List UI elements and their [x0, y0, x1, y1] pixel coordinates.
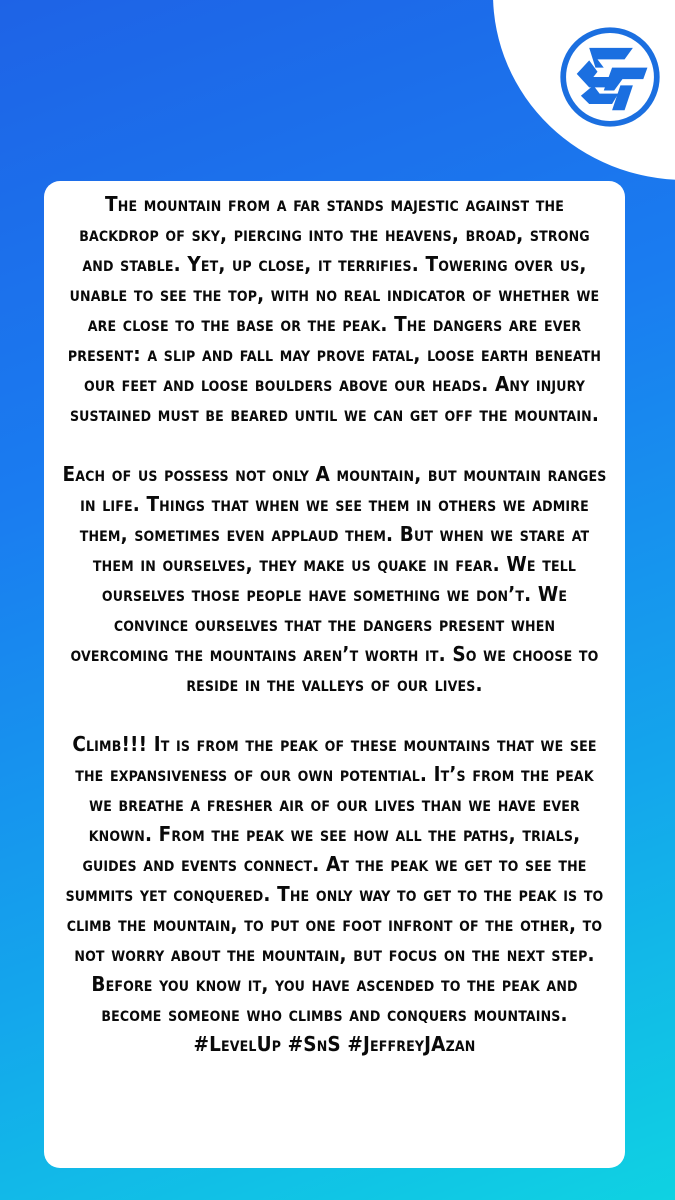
- paragraph-spacer: [62, 429, 607, 459]
- paragraph-climb: Climb!!! It is from the peak of these mountains that we see the expansiveness of our own potential. It’s from the peak we breathe a fresher air of our lives than we have ever known. From the peak we see how all the paths, trials, guides and events connect. At the peak we get to see the summits yet conquered. The only way to get to the peak is to climb the mountain, to put one foot infront of the other, to not worry about the mountain, but focus on the next step. Before you know it, you have ascended to the peak and become someone who climbs and conquers mountains.: [65, 732, 604, 1026]
- post-card: [44, 181, 625, 1168]
- paragraph-spacer: [62, 699, 607, 729]
- sns-logo-icon: [558, 25, 662, 129]
- paragraph-ranges: Each of us possess not only A mountain, but mountain ranges in life. Things that when we see them in others we admire them, sometimes even applaud them. But when we stare at them in ourselves, they make us quake in fear. We tell ourselves those people have something we don’t. We convince ourselves that the dangers present when overcoming the mountains aren’t worth it. So we choose to reside in the valleys of our lives.: [62, 462, 607, 696]
- paragraph-mountain: The mountain from a far stands majestic against the backdrop of sky, piercing into the heavens, broad, strong and stable. Yet, up close, it terrifies. Towering over us, unable to see the top, with no real indicator of whether we are close to the base or the peak. The dangers are ever present: a slip and fall may prove fatal, loose earth beneath our feet and loose boulders above our heads. Any injury sustained must be beared until we can get off the mountain.: [67, 192, 602, 426]
- hashtags: #LevelUp #SnS #JeffreyJAzan: [193, 1032, 476, 1056]
